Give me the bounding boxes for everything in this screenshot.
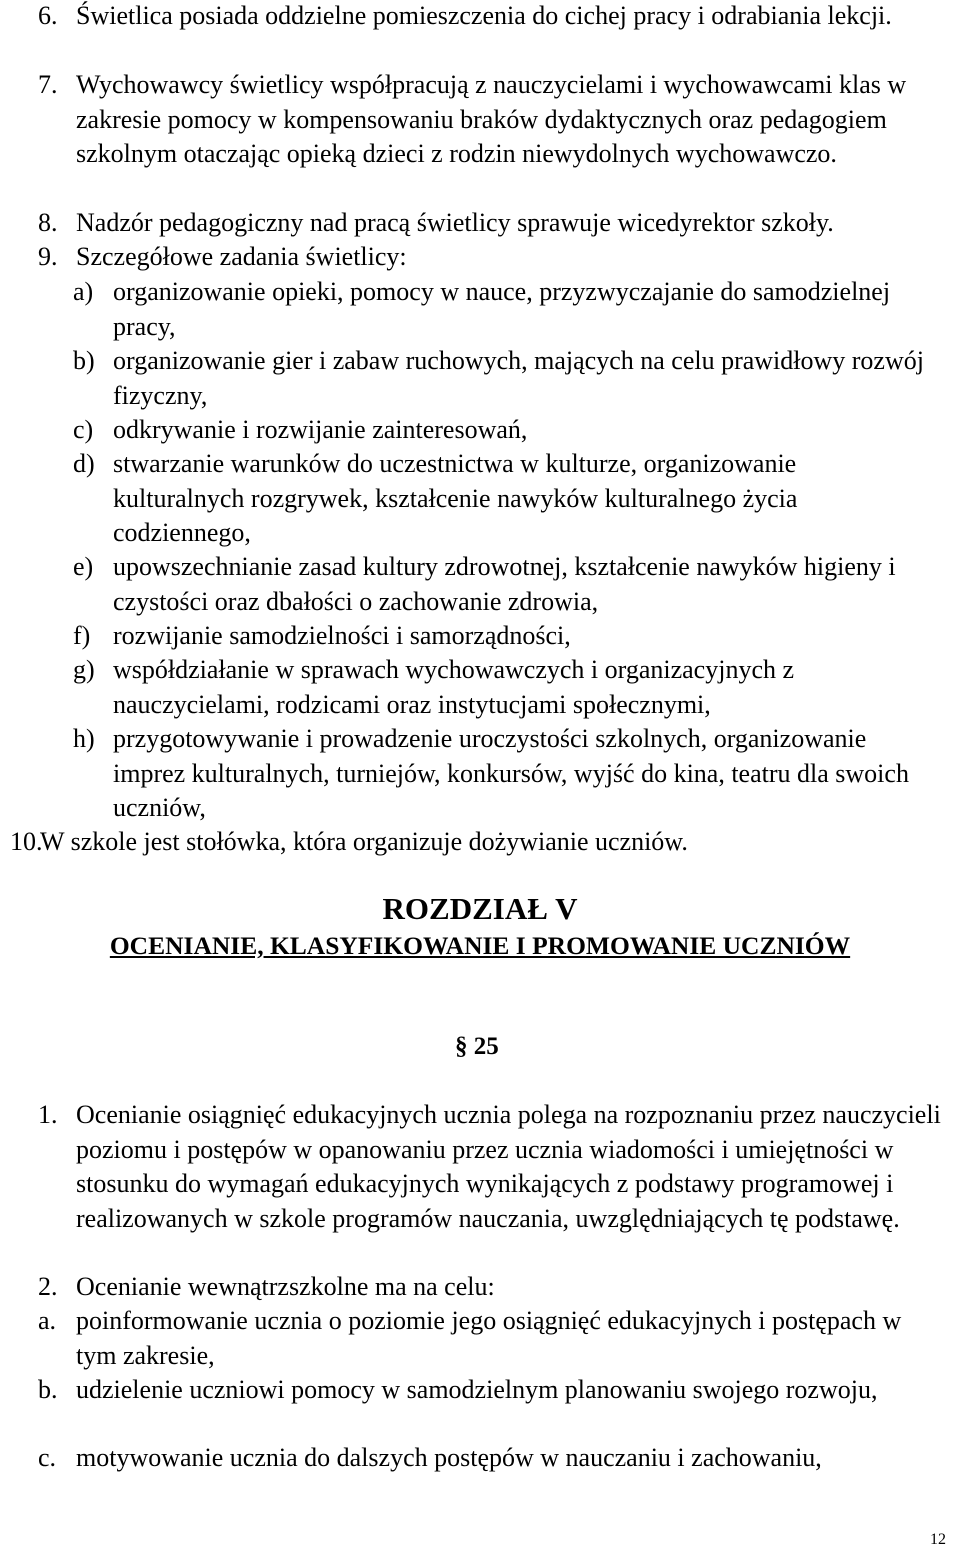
subitem-text: rozwijanie samodzielności i samorządności, xyxy=(113,621,571,650)
item-text: Ocenianie wewnątrzszkolne ma na celu: xyxy=(76,1272,495,1301)
item-text: udzielenie uczniowi pomocy w samodzielnym planowaniu swojego rozwoju, xyxy=(76,1375,878,1404)
sublist-item-d xyxy=(73,447,948,551)
sublist-item-g xyxy=(73,653,948,722)
item-letter: a. xyxy=(38,1306,57,1335)
sublist-item-a xyxy=(73,275,948,344)
subitem-letter: e) xyxy=(73,552,94,581)
item-number: 8. xyxy=(38,208,58,237)
list-item-8 xyxy=(38,206,958,241)
chapter-label: ROZDZIAŁ V xyxy=(382,891,578,926)
item-letter: b. xyxy=(38,1375,58,1404)
item-number: 1. xyxy=(38,1100,58,1129)
list-item-c xyxy=(38,1441,958,1476)
item-text: Ocenianie osiągnięć edukacyjnych ucznia polega na rozpoznaniu przez nauczycieli poziomu i postępów w opanowaniu przez ucznia wiadomości i umiejętności w stosunku do wymagań edukacyjnych wynikających z podstawy programowej i realizowanych w szkole programów nauczania, uwzględniających tę podstawę. xyxy=(76,1100,941,1233)
subitem-text: odkrywanie i rozwijanie zainteresowań, xyxy=(113,415,528,444)
page-number: 12 xyxy=(930,1531,946,1548)
subitem-text: upowszechnianie zasad kultury zdrowotnej, kształcenie nawyków higieny i czystości oraz dbałości o zachowanie zdrowia, xyxy=(113,552,896,616)
subitem-letter: d) xyxy=(73,449,95,478)
subitem-text: organizowanie opieki, pomocy w nauce, przyzwyczajanie do samodzielnej pracy, xyxy=(113,277,891,341)
list-item-6 xyxy=(38,0,958,34)
subitem-letter: f) xyxy=(73,621,91,650)
subitem-text: stwarzanie warunków do uczestnictwa w kulturze, organizowanie kulturalnych rozgrywek, kształcenie nawyków kulturalnego życia codziennego, xyxy=(113,449,798,547)
sublist-item-f xyxy=(73,619,948,654)
sublist-item-e xyxy=(73,550,948,619)
item-number: 2. xyxy=(38,1272,58,1301)
item-number: 6. xyxy=(38,1,58,30)
paragraph-number: § 25 xyxy=(455,1033,499,1060)
list-item-10 xyxy=(10,825,950,860)
item-text: Świetlica posiada oddzielne pomieszczenia do cichej pracy i odrabiania lekcji. xyxy=(76,1,892,30)
subitem-letter: g) xyxy=(73,655,95,684)
subitem-text: współdziałanie w sprawach wychowawczych i organizacyjnych z nauczycielami, rodzicami oraz instytucjami społecznymi, xyxy=(113,655,795,719)
subitem-letter: b) xyxy=(73,346,95,375)
item-number: 10. xyxy=(10,827,43,856)
subitem-letter: c) xyxy=(73,415,94,444)
item-number: 7. xyxy=(38,70,58,99)
item-text: poinformowanie ucznia o poziomie jego osiągnięć edukacyjnych i postępach w tym zakresie, xyxy=(76,1306,902,1370)
item-text: W szkole jest stołówka, która organizuje dożywianie uczniów. xyxy=(40,827,688,856)
sublist-item-b xyxy=(73,344,948,413)
list-item-1 xyxy=(38,1098,953,1236)
list-item-9 xyxy=(38,240,958,275)
item-text: Wychowawcy świetlicy współpracują z nauczycielami i wychowawcami klas w zakresie pomocy w kompensowaniu braków dydaktycznych oraz pedagogiem szkolnym otaczając opieką dzieci z rodzin niewydolnych wychowawczo. xyxy=(76,70,907,168)
list-item-2 xyxy=(38,1270,953,1305)
item-text: Nadzór pedagogiczny nad pracą świetlicy sprawuje wicedyrektor szkoły. xyxy=(76,208,834,237)
chapter-title: OCENIANIE, KLASYFIKOWANIE I PROMOWANIE UCZNIÓW xyxy=(109,931,851,960)
list-item-7 xyxy=(38,68,958,172)
item-number: 9. xyxy=(38,242,58,271)
item-text: motywowanie ucznia do dalszych postępów w nauczaniu i zachowaniu, xyxy=(76,1443,822,1472)
sublist-item-h xyxy=(73,722,948,826)
subitem-text: organizowanie gier i zabaw ruchowych, mających na celu prawidłowy rozwój fizyczny, xyxy=(113,346,924,410)
subitem-letter: a) xyxy=(73,277,94,306)
item-text: Szczegółowe zadania świetlicy: xyxy=(76,242,407,271)
list-item-a xyxy=(38,1304,918,1373)
item-letter: c. xyxy=(38,1443,57,1472)
list-item-b xyxy=(38,1373,918,1408)
subitem-letter: h) xyxy=(73,724,95,753)
sublist-item-c xyxy=(73,413,948,448)
subitem-text: przygotowywanie i prowadzenie uroczystości szkolnych, organizowanie imprez kulturalnych, turniejów, konkursów, wyjść do kina, teatru dla swoich uczniów, xyxy=(113,724,909,822)
